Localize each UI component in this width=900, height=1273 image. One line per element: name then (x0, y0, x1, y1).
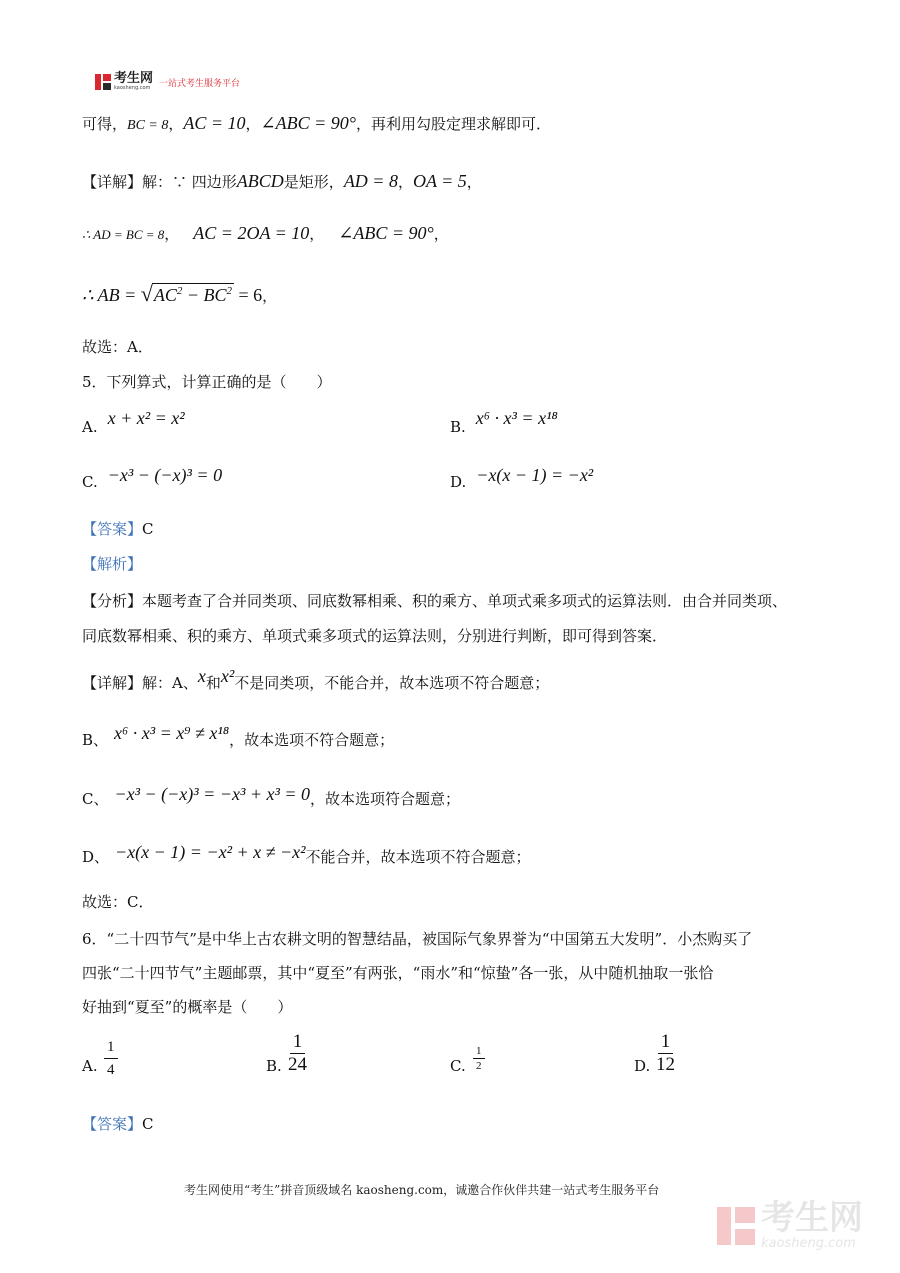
logo-icon (95, 74, 111, 90)
q5-option-d: D. −x(x − 1) = −x² (450, 465, 594, 491)
watermark-name: 考生网 (761, 1198, 863, 1238)
q6-option-d-fraction: $\frac{1}{12}$ (656, 1031, 675, 1075)
q6-option-a-fraction: $\frac{1}{4}$ (104, 1036, 118, 1081)
q6-option-c-fraction: $\frac{1}{2}$ (473, 1044, 485, 1073)
q5-analysis-tag: 【解析】 (82, 555, 143, 573)
q6-stem-1: 6．“二十四节气”是中华上古农耕文明的智慧结晶，被国际气象界誉为“中国第五大发明”．小杰购买了 (82, 930, 753, 948)
watermark-icon (717, 1207, 755, 1245)
q4-line-4: ∴ AB = $√AC^2 - BC^2 = 6$， (82, 281, 278, 306)
logo-name: 考生网 (114, 71, 154, 86)
q5-stem: 5．下列算式，计算正确的是（ ） (82, 373, 332, 391)
watermark-logo (717, 1200, 863, 1251)
logo-domain: kaosheng.com (114, 85, 151, 91)
site-logo (95, 72, 240, 92)
q6-option-b-label: B. (266, 1057, 282, 1075)
q5-detail-a: 【详解】解：A、x和x²不是同类项，不能合并，故本选项不符合题意； (82, 666, 550, 692)
q5-option-b: B. x⁶ · x³ = x¹⁸ (450, 408, 558, 436)
q5-detail-c: C、 −x³ − (−x)³ = −x³ + x³ = 0，故本选项符合题意； (82, 784, 461, 808)
q6-option-c-label: C. (450, 1057, 466, 1075)
q6-stem-2: 四张“二十四节气”主题邮票，其中“夏至”有两张，“雨水”和“惊蛰”各一张，从中随机抽取一张恰 (82, 964, 714, 982)
q6-stem-3: 好抽到“夏至”的概率是（ ） (82, 998, 293, 1016)
watermark-domain: kaosheng.com (761, 1236, 856, 1251)
q6-option-b-fraction: $\frac{1}{24}$ (288, 1031, 307, 1075)
q5-option-a: A. x + x² = x² (82, 408, 185, 436)
logo-slogan: 一站式考生服务平台 (159, 78, 241, 89)
q5-option-c: C. −x³ − (−x)³ = 0 (82, 465, 223, 491)
q5-analysis-line-1: 【分析】本题考查了合并同类项、同底数幂相乘、积的乘方、单项式乘多项式的运算法则．由合并同类项、 (82, 592, 788, 610)
q4-line-1: 可得，BC = 8，AC = 10，∠ABC = 90°，再利用勾股定理求解即可． (82, 113, 551, 133)
q4-choose: 故选：A． (82, 338, 153, 356)
q6-answer: 【答案】C (82, 1115, 154, 1133)
q6-option-a-label: A. (82, 1057, 98, 1075)
q5-analysis-line-2: 同底数幂相乘、积的乘方、单项式乘多项式的运算法则，分别进行判断，即可得到答案． (82, 627, 668, 645)
q5-detail-b: B、 x⁶ · x³ = x⁹ ≠ x¹⁸，故本选项不符合题意； (82, 723, 395, 749)
q4-line-3: ∴ AD = BC = 8， AC = 2OA = 10， ∠ABC = 90°， (82, 223, 449, 243)
footer-text: 考生网使用“考生”拼音顶级域名 kaosheng.com，诚邀合作伙伴共建一站式考生服务平台 (184, 1183, 660, 1197)
q4-detail-line: 【详解】解：∵ 四边形ABCD是矩形，AD = 8，OA = 5， (82, 171, 482, 191)
q6-option-d-label: D. (634, 1057, 651, 1075)
q5-detail-d: D、 −x(x − 1) = −x² + x ≠ −x²不能合并，故本选项不符合题意； (82, 842, 531, 866)
q5-choose: 故选：C． (82, 893, 154, 911)
q5-answer: 【答案】C (82, 520, 154, 538)
